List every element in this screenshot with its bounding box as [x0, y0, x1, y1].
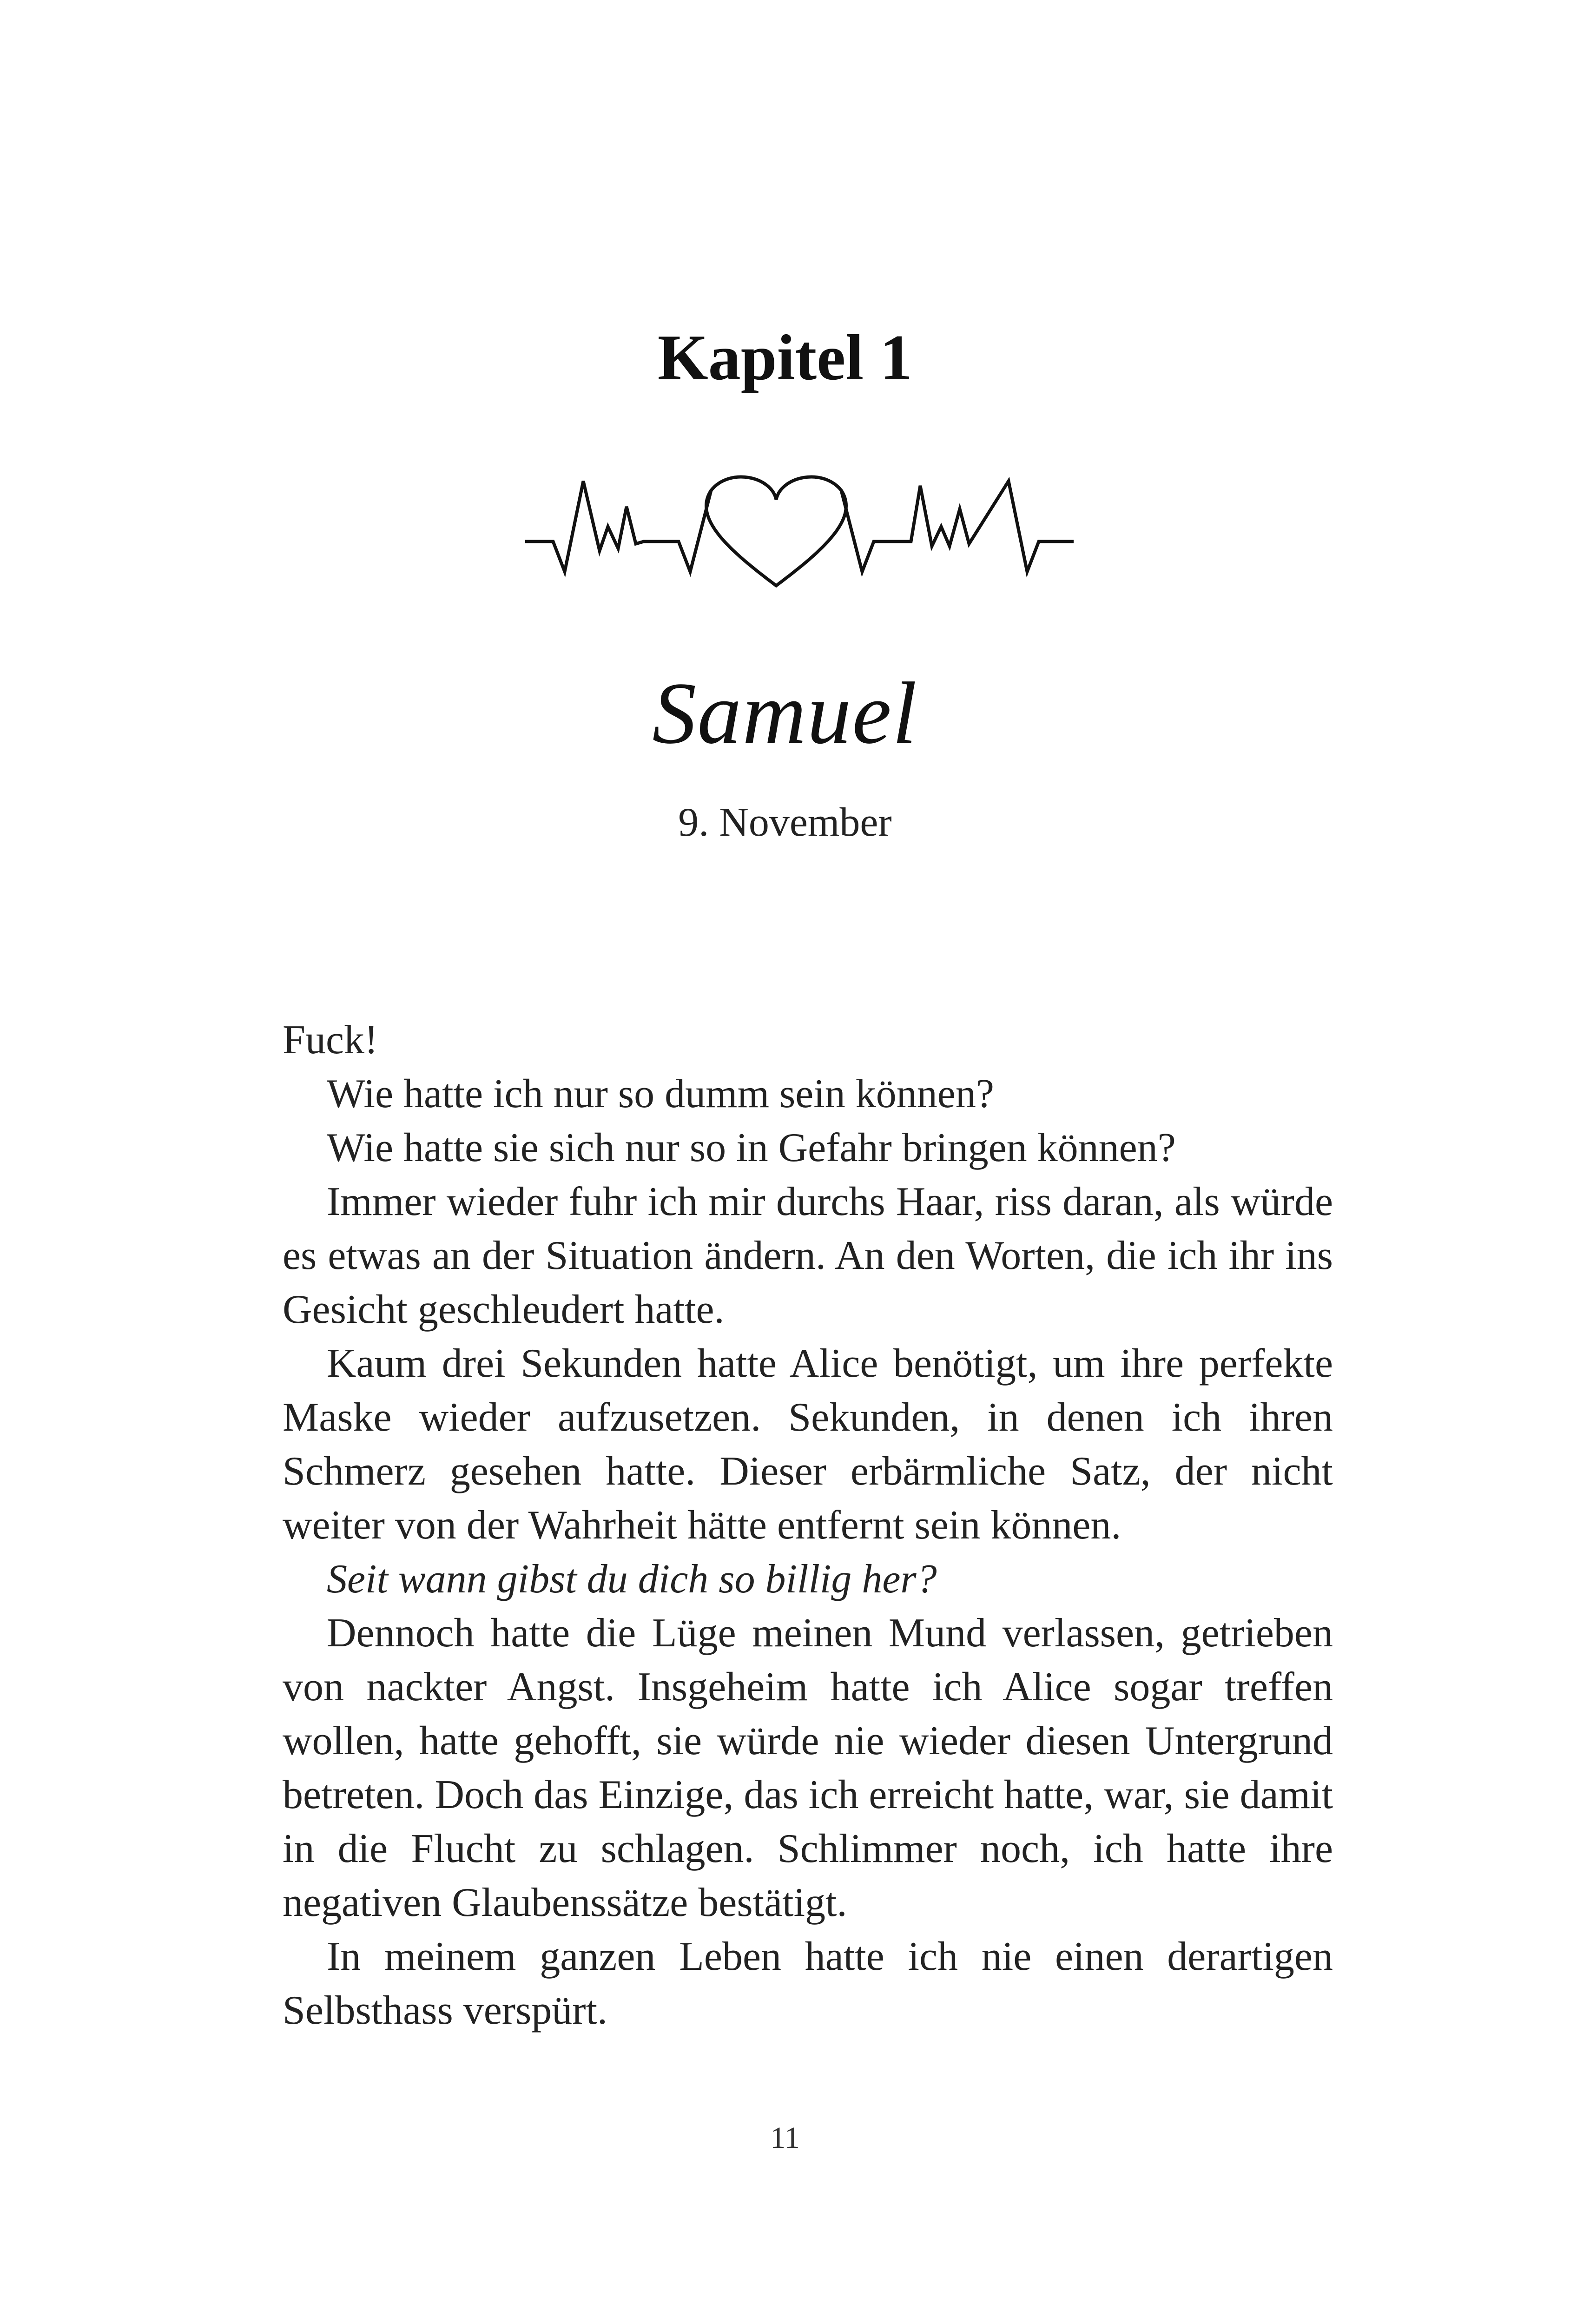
paragraph: Wie hatte ich nur so dumm sein können? — [327, 1071, 994, 1116]
page-number: 11 — [770, 2121, 800, 2155]
heartbeat-heart-icon — [525, 472, 1074, 597]
pov-character-name: Samuel — [652, 665, 918, 762]
paragraph: Wie hatte sie sich nur so in Gefahr bringen können? — [327, 1125, 1176, 1170]
chapter-date: 9. November — [678, 800, 892, 845]
paragraph: Dennoch hatte die Lüge meinen Mund verlassen, getrieben von nackter Angst. Insgeheim hatte ich Alice sogar treffen wollen, hatte gehofft, sie würde nie wieder diesen Untergrund betreten. Doch das Einzige, das ich erreicht hatte, war, sie damit in die Flucht zu schlagen. Schlimmer noch, ich hatte ihre negativen Glaubenssätze bestätigt. — [283, 1611, 1333, 1925]
chapter-title: Kapitel 1 — [657, 322, 913, 394]
chapter-body — [283, 1013, 1333, 2038]
paragraph: Fuck! — [283, 1017, 378, 1063]
italic-quote-paragraph: Seit wann gibst du dich so billig her? — [327, 1557, 937, 1602]
paragraph: Immer wieder fuhr ich mir durchs Haar, riss daran, als würde es etwas an der Situation ändern. An den Worten, die ich ihr ins Gesicht geschleudert hatte. — [283, 1179, 1333, 1332]
paragraph: In meinem ganzen Leben hatte ich nie einen derartigen Selbsthass verspürt. — [283, 1934, 1333, 2033]
paragraph: Kaum drei Sekunden hatte Alice benötigt, um ihre perfekte Maske wieder aufzusetzen. Sekunden, in denen ich ihren Schmerz gesehen hatte. Dieser erbärmliche Satz, der nicht weiter von der Wahrheit hätte entfernt sein können. — [283, 1341, 1333, 1548]
